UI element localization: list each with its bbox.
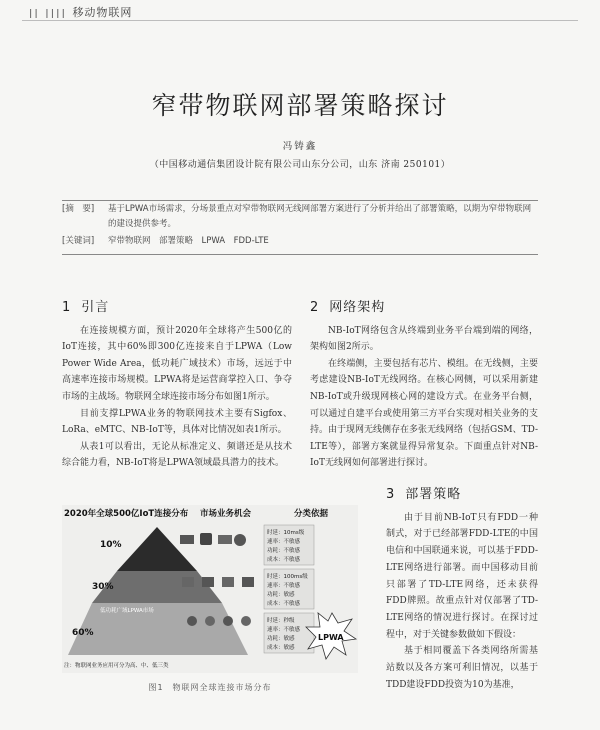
section-3 xyxy=(386,487,538,693)
article-affiliation: （中国移动通信集团设计院有限公司山东分公司，山东 济南 250101） xyxy=(149,160,451,170)
figure-1 xyxy=(62,505,358,673)
figure-note: 注：物联网业务应用可分为高、中、低三类 xyxy=(64,663,169,669)
section-3-number: 3 xyxy=(386,487,396,502)
tier-3-criteria xyxy=(264,613,314,653)
home-icon xyxy=(242,577,254,587)
section-1-number: 1 xyxy=(62,300,72,315)
lpwa-label: LPWA xyxy=(318,633,344,642)
abstract-block xyxy=(62,202,538,249)
criteria-1-2: 速率：不敏感 xyxy=(267,539,301,545)
section-2 xyxy=(310,300,538,472)
top-rule xyxy=(22,20,578,21)
tracker-icon xyxy=(223,616,233,626)
camera-icon xyxy=(200,533,212,545)
abstract-text: 基于LPWA市场需求，分场景重点对窄带物联网无线网部署方案进行了分析并给出了部署策略，以期为窄带物联网的建设提供参考。 xyxy=(108,204,532,229)
criteria-3-2: 速率：不敏感 xyxy=(267,627,301,633)
figure-header-mid: 市场业务机会 xyxy=(200,509,252,519)
figure-header-right: 分类依据 xyxy=(294,509,329,519)
pyramid-base-label: 低功耗广域LPWA市场 xyxy=(100,608,154,614)
tier-3-percent: 60% xyxy=(72,628,94,638)
pos-icon xyxy=(202,577,214,587)
abstract-label: [摘 要] xyxy=(62,204,95,214)
lamp-icon xyxy=(241,616,251,626)
section-1-heading xyxy=(62,300,292,317)
pyramid-base xyxy=(68,603,248,655)
parking-icon xyxy=(205,616,215,626)
keywords-text: 窄带物联网 部署策略 LPWA FDD-LTE xyxy=(108,236,269,246)
keywords-row xyxy=(62,234,538,249)
section-1-para-2: 目前支撑LPWA业务的物联网技术主要有Sigfox、LoRa、eMTC、NB-IoT等，具体对比情况如表1所示。 xyxy=(62,408,292,436)
wearable-icon xyxy=(182,577,194,587)
criteria-1-1: 时延：10ms级 xyxy=(267,530,305,536)
figure-1-graphic xyxy=(62,505,358,673)
elevator-icon xyxy=(222,577,234,587)
criteria-1-4: 成本：不敏感 xyxy=(267,557,301,563)
article-title: 窄带物联网部署策略探讨 xyxy=(151,91,449,120)
criteria-2-1: 时延：100ms级 xyxy=(267,574,308,580)
figure-1-caption: 图1 物联网全球连接市场分布 xyxy=(148,683,272,692)
criteria-3-1: 时延：秒级 xyxy=(267,618,295,624)
section-1 xyxy=(62,300,292,472)
section-2-para-2: 在终端侧，主要包括有芯片、模组。在无线侧，主要考虑建设NB-IoT无线网络。在核心网侧，可以采用新建NB-IoT或升级现网核心网的建设方式。在业务平台侧，可以通过自建平台或使用第三方平台实现对相关业务的支持。由于现网无线侧存在多张无线网络（包括GSM、TD-LTE等），部署方案就显得异常复杂。下面重点针对NB-IoT无线网如何部署进行探讨。 xyxy=(310,358,538,469)
section-3-title: 部署策略 xyxy=(405,487,462,502)
criteria-3-3: 功耗：敏感 xyxy=(267,636,295,642)
section-2-title: 网络架构 xyxy=(329,300,386,315)
section-1-para-1: 在连接规模方面，预计2020年全球将产生500亿的IoT连接，其中60%即300亿连接来自于LPWA（Low Power Wide Area，低功耗广域技术）市场，远远于中高速率连接市场规模。LPWA将是运营商掌控入口、争夺市场的主战场。物联网全球连接市场分布如图1所示。 xyxy=(62,325,292,402)
tier-1-criteria xyxy=(264,525,314,565)
section-2-heading xyxy=(310,300,538,317)
robot-icon xyxy=(218,535,232,544)
tier-2-criteria xyxy=(264,569,314,609)
abstract-row xyxy=(62,202,538,232)
journal-section-label xyxy=(28,4,132,20)
criteria-2-2: 速率：不敏感 xyxy=(267,583,301,589)
car-icon xyxy=(180,535,194,544)
section-3-para-1: 由于目前NB-IoT只有FDD一种制式，对于已经部署FDD-LTE的中国电信和中国联通来说，可以基于FDD-LTE网络进行部署。而中国移动目前只部署了TD-LTE网络，还未获得FDD牌照。故重点针对仅部署了TD-LTE网络的情况进行探讨。在探讨过程中，对于关键参数做如下假设： xyxy=(386,512,538,640)
abstract-bottom-rule xyxy=(62,254,538,255)
section-name: 移动物联网 xyxy=(72,6,133,19)
criteria-2-4: 成本：不敏感 xyxy=(267,601,301,607)
tier-2-percent: 30% xyxy=(92,582,114,592)
abstract-top-rule xyxy=(62,200,538,201)
drone-icon xyxy=(234,534,246,546)
section-bars: || |||| xyxy=(28,9,66,19)
article-author: 冯铸鑫 xyxy=(282,141,318,152)
section-2-para-1: NB-IoT网络包含从终端到业务平台端到端的网络，架构如图2所示。 xyxy=(310,325,538,353)
criteria-1-3: 功耗：不敏感 xyxy=(267,548,301,554)
section-3-heading xyxy=(386,487,538,504)
section-1-para-3: 从表1可以看出，无论从标准定义、频谱还是从技术综合能力看，NB-IoT将是LPWA领域最具潜力的技术。 xyxy=(62,441,292,469)
meter-icon xyxy=(187,616,197,626)
section-3-para-2: 基于相同覆盖下各类网络所需基站数以及各方案可利旧情况，以基于TDD建设FDD投资为10为基准， xyxy=(386,646,538,690)
figure-header-left: 2020年全球500亿IoT连接分布 xyxy=(64,509,189,519)
keywords-label: [关键词] xyxy=(62,236,95,246)
criteria-3-4: 成本：敏感 xyxy=(267,645,295,651)
section-2-number: 2 xyxy=(310,300,320,315)
criteria-2-3: 功耗：敏感 xyxy=(267,592,295,598)
tier-1-percent: 10% xyxy=(100,540,122,550)
section-1-title: 引言 xyxy=(81,300,110,315)
